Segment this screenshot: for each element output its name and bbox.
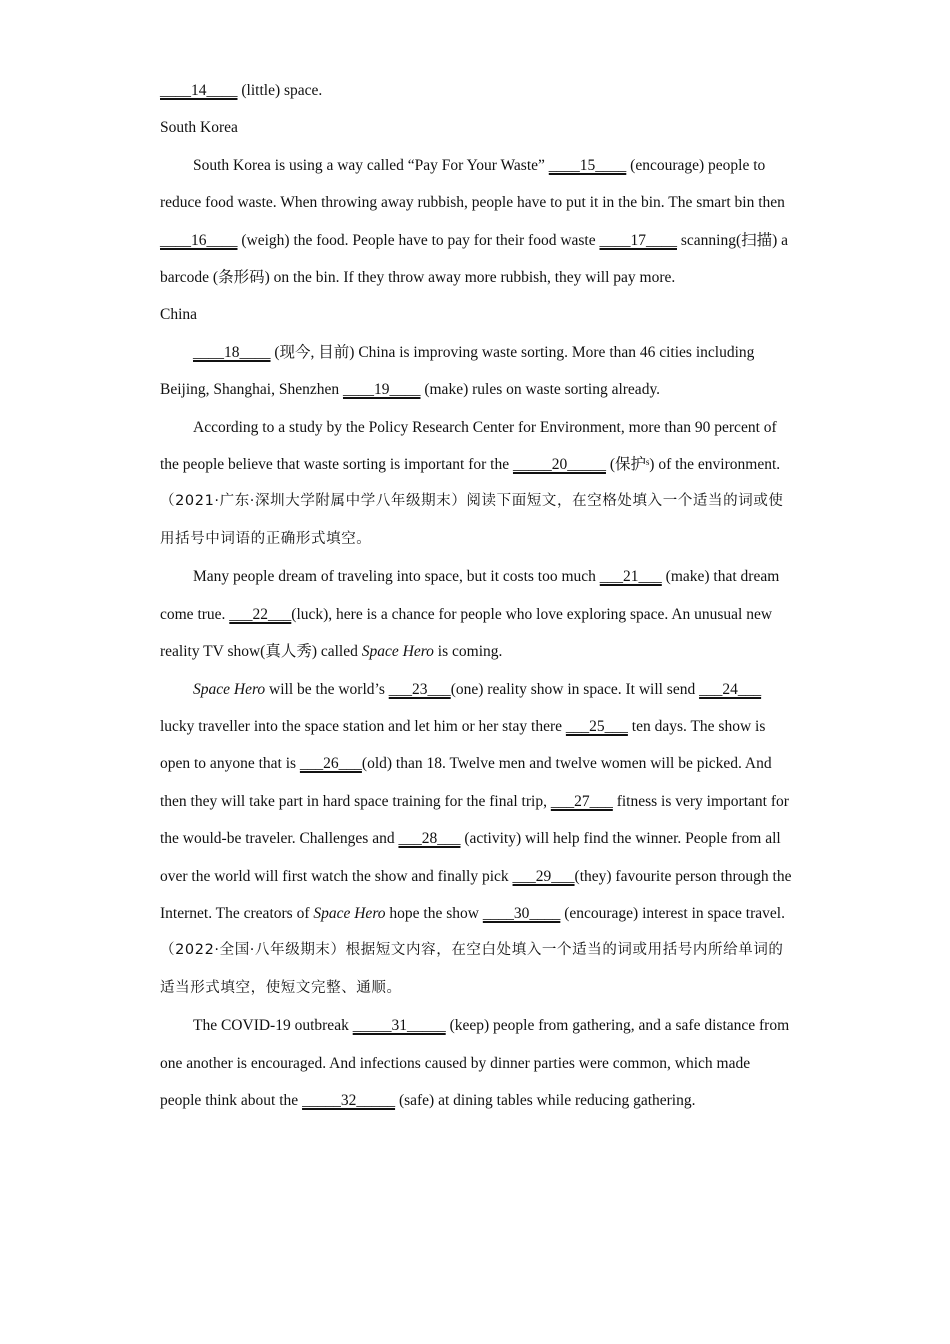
instruction-2022: （2022·全国·八年级期末）根据短文内容，在空白处填入一个适当的词或用括号内所给单词的适当形式填空，使短文完整、通顺。 (160, 942, 784, 996)
paragraph-continuation: ____14____ (little) space. (160, 82, 323, 99)
blank-19: ____19____ (342, 381, 421, 399)
blank-24: ___24___ (699, 680, 762, 698)
heading-south-korea: South Korea (160, 119, 238, 137)
blank-22: ___22___ (229, 605, 292, 623)
blank-16: ____16____ (160, 231, 238, 249)
paragraph-space-2: Space Hero will be the world’s ___23___(one) reality show in space. It will send ___24___ lucky traveller into the space station and let him or her stay there ___25___ ten days. The show is open to anyone that is ___26___(old) than 18. Twelve men and twelve women will be picked. And then they will take part in hard space training for the final trip, ___27___ fitness is very important for the would-be traveler. Challenges and ___28___ (activity) will help find the winner. People from all over the world will first watch the show and finally pick ___29___(they) favourite person through the Internet. The creators of Space Hero hope the show ____30____ (encourage) interest in space travel. (160, 680, 792, 922)
paragraph-china-2: According to a study by the Policy Research Center for Environment, more than 90 percent of the people believe that waste sorting is important for the _____20_____ (保护ˢ) of the environment. (160, 418, 781, 474)
blank-17: ____17____ (599, 231, 677, 249)
blank-23: ___23___ (388, 680, 451, 698)
paragraph-south-korea: South Korea is using a way called “Pay For Your Waste” ____15____ (encourage) people to reduce food waste. When throwing away rubbish, people have to put it in the bin. The smart bin then ____16____ (weigh) the food. People have to pay for their food waste ____17____ scanning(扫描) a barcode (条形码) on the bin. If they throw away more rubbish, they will pay more. (160, 156, 789, 287)
blank-28: ___28___ (398, 830, 461, 848)
show-title: Space Hero (313, 904, 386, 922)
blank-21: ___21___ (599, 568, 662, 586)
instruction-2021: （2021·广东·深圳大学附属中学八年级期末）阅读下面短文，在空格处填入一个适当的词或使用括号中词语的正确形式填空。 (160, 493, 784, 547)
blank-27: ___27___ (550, 792, 613, 810)
paragraph-covid: The COVID-19 outbreak _____31_____ (keep) people from gathering, and a safe distance from one another is encouraged. And infections caused by dinner parties were common, which made people think about the _____32_____ (safe) at dining tables while reducing gathering. (160, 1017, 790, 1109)
blank-26: ___26___ (299, 755, 362, 773)
show-title: Space Hero (361, 643, 434, 661)
paragraph-space-1: Many people dream of traveling into space, but it costs too much ___21___ (make) that dream come true. ___22___(luck), here is a chance for people who love exploring space. An unusual new reality TV show(真人秀) called Space Hero is coming. (160, 568, 780, 661)
blank-25: ___25___ (565, 717, 628, 735)
blank-15: ____15____ (548, 156, 627, 174)
blank-32: _____32_____ (302, 1091, 396, 1109)
show-title: Space Hero (193, 680, 266, 698)
document-content (160, 72, 795, 1119)
blank-29: ___29___ (512, 867, 575, 885)
blank-31: _____31_____ (352, 1017, 446, 1035)
blank-18: ____18____ (193, 343, 271, 361)
heading-china: China (160, 306, 198, 324)
blank-20: _____20_____ (512, 456, 606, 474)
paragraph-china-1: ____18____ (现今, 目前) China is improving waste sorting. More than 46 cities including Beijing, Shanghai, Shenzhen ____19____ (make) rules on waste sorting already. (160, 343, 755, 399)
blank-30: ____30____ (482, 904, 561, 922)
blank-14: ____14____ (160, 82, 238, 99)
